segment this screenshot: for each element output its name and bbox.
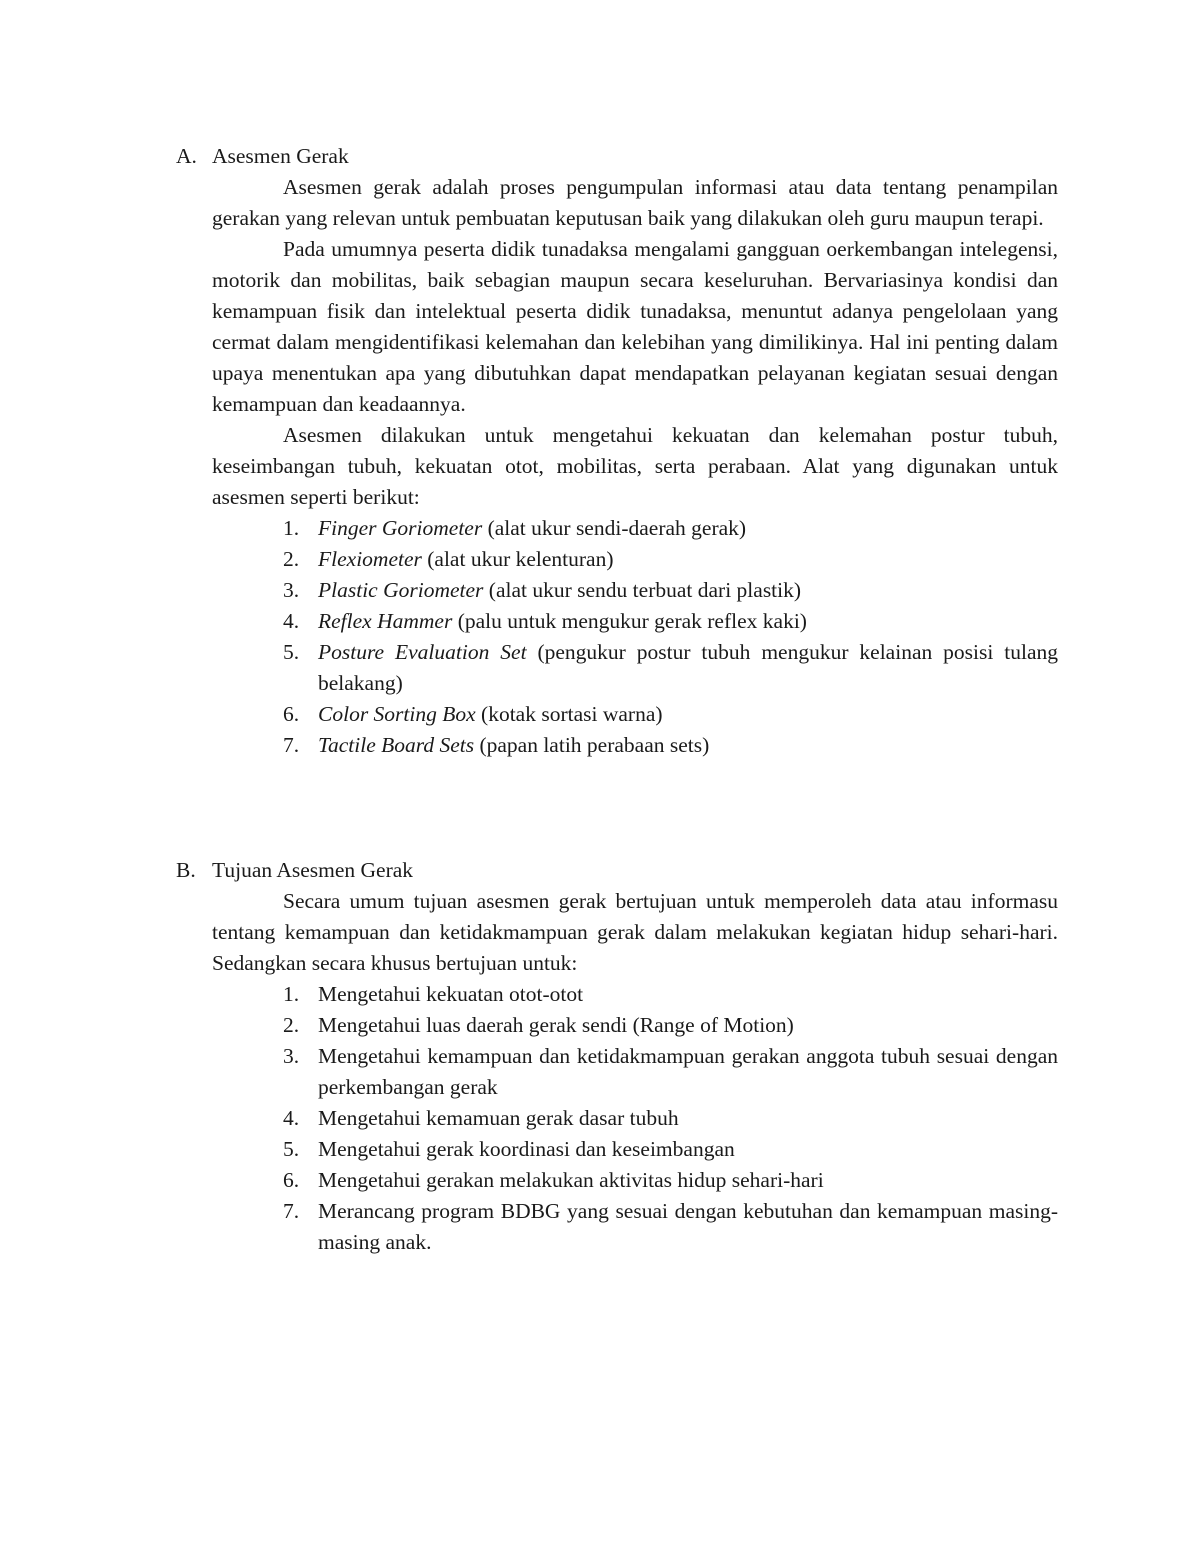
goal-text: Mengetahui kemamuan gerak dasar tubuh	[318, 1106, 679, 1130]
goal-text: Mengetahui kemampuan dan ketidakmampuan gerakan anggota tubuh sesuai dengan perkembangan gerak	[318, 1044, 1058, 1099]
list-number: 2.	[283, 1013, 300, 1037]
tools-list-item	[283, 730, 1058, 761]
goal-text: Merancang program BDBG yang sesuai dengan kebutuhan dan kemampuan masing-masing anak.	[318, 1199, 1058, 1254]
list-number: 3.	[283, 1044, 300, 1068]
tool-name: Finger Goriometer	[318, 516, 483, 540]
tool-name: Posture Evaluation Set	[318, 640, 527, 664]
list-number: 1.	[283, 516, 300, 540]
tool-description: (papan latih perabaan sets)	[474, 733, 710, 757]
section-a-paragraph-2: Pada umumnya peserta didik tunadaksa mengalami gangguan oerkembangan intelegensi, motorik dan mobilitas, baik sebagian maupun secara keseluruhan. Bervariasinya kondisi dan kemampuan fisik dan intelektual peserta didik tunadaksa, menuntut adanya pengelolaan yang cermat dalam mengidentifikasi kelemahan dan kelebihan yang dimilikinya. Hal ini penting dalam upaya menentukan apa yang dibutuhkan dapat mendapatkan pelayanan kegiatan sesuai dengan kemampuan dan keadaannya.	[212, 237, 1058, 416]
tool-description: (palu untuk mengukur gerak reflex kaki)	[452, 609, 807, 633]
goals-list	[212, 979, 1058, 1258]
tools-list-item	[283, 637, 1058, 699]
list-number: 6.	[283, 702, 300, 726]
section-a-heading	[176, 141, 1058, 172]
goal-text: Mengetahui luas daerah gerak sendi (Range of Motion)	[318, 1013, 794, 1037]
goals-list-item	[283, 1134, 1058, 1165]
list-number: 2.	[283, 547, 300, 571]
goals-list-item	[283, 979, 1058, 1010]
tool-description: (kotak sortasi warna)	[475, 702, 663, 726]
tool-name: Tactile Board Sets	[318, 733, 475, 757]
tool-description: (alat ukur kelenturan)	[421, 547, 614, 571]
tool-description: (alat ukur sendi-daerah gerak)	[482, 516, 747, 540]
section-b-letter: B.	[176, 858, 196, 882]
section-a-paragraph-1: Asesmen gerak adalah proses pengumpulan informasi atau data tentang penampilan gerakan yang relevan untuk pembuatan keputusan baik yang dilakukan oleh guru maupun terapi.	[212, 175, 1058, 230]
section-a-paragraph-3: Asesmen dilakukan untuk mengetahui kekuatan dan kelemahan postur tubuh, keseimbangan tubuh, kekuatan otot, mobilitas, serta perabaan. Alat yang digunakan untuk asesmen seperti berikut:	[212, 423, 1058, 509]
goals-list-item	[283, 1010, 1058, 1041]
tools-list-item	[283, 513, 1058, 544]
tools-list-item	[283, 699, 1058, 730]
goals-list-item	[283, 1196, 1058, 1258]
list-number: 7.	[283, 1199, 300, 1223]
goal-text: Mengetahui kekuatan otot-otot	[318, 982, 584, 1006]
list-number: 7.	[283, 733, 300, 757]
tool-name: Reflex Hammer	[318, 609, 453, 633]
list-number: 5.	[283, 1137, 300, 1161]
section-a-body	[212, 172, 1058, 761]
section-a	[176, 141, 1058, 761]
tool-description: (pengukur postur tubuh mengukur kelainan posisi tulang belakang)	[318, 640, 1058, 695]
tool-description: (alat ukur sendu terbuat dari plastik)	[483, 578, 802, 602]
list-number: 3.	[283, 578, 300, 602]
goals-list-item	[283, 1165, 1058, 1196]
goals-list-item	[283, 1103, 1058, 1134]
tools-list-item	[283, 575, 1058, 606]
section-a-letter: A.	[176, 144, 197, 168]
list-number: 6.	[283, 1168, 300, 1192]
list-number: 5.	[283, 640, 300, 664]
goals-list-item	[283, 1041, 1058, 1103]
list-number: 4.	[283, 1106, 300, 1130]
section-b-paragraph-1: Secara umum tujuan asesmen gerak bertujuan untuk memperoleh data atau informasu tentang kemampuan dan ketidakmampuan gerak dalam melakukan kegiatan hidup sehari-hari. Sedangkan secara khusus bertujuan untuk:	[212, 889, 1058, 975]
section-b-heading	[176, 855, 1058, 886]
tools-list-item	[283, 606, 1058, 637]
list-number: 1.	[283, 982, 300, 1006]
section-b-body	[212, 886, 1058, 1258]
tool-name: Plastic Goriometer	[318, 578, 484, 602]
goal-text: Mengetahui gerakan melakukan aktivitas hidup sehari-hari	[318, 1168, 824, 1192]
goal-text: Mengetahui gerak koordinasi dan keseimbangan	[318, 1137, 735, 1161]
tool-name: Flexiometer	[318, 547, 422, 571]
tool-name: Color Sorting Box	[318, 702, 476, 726]
tools-list	[212, 513, 1058, 761]
tools-list-item	[283, 544, 1058, 575]
list-number: 4.	[283, 609, 300, 633]
section-b-title: Tujuan Asesmen Gerak	[212, 858, 414, 882]
section-b	[176, 855, 1058, 1258]
section-a-title: Asesmen Gerak	[212, 144, 349, 168]
